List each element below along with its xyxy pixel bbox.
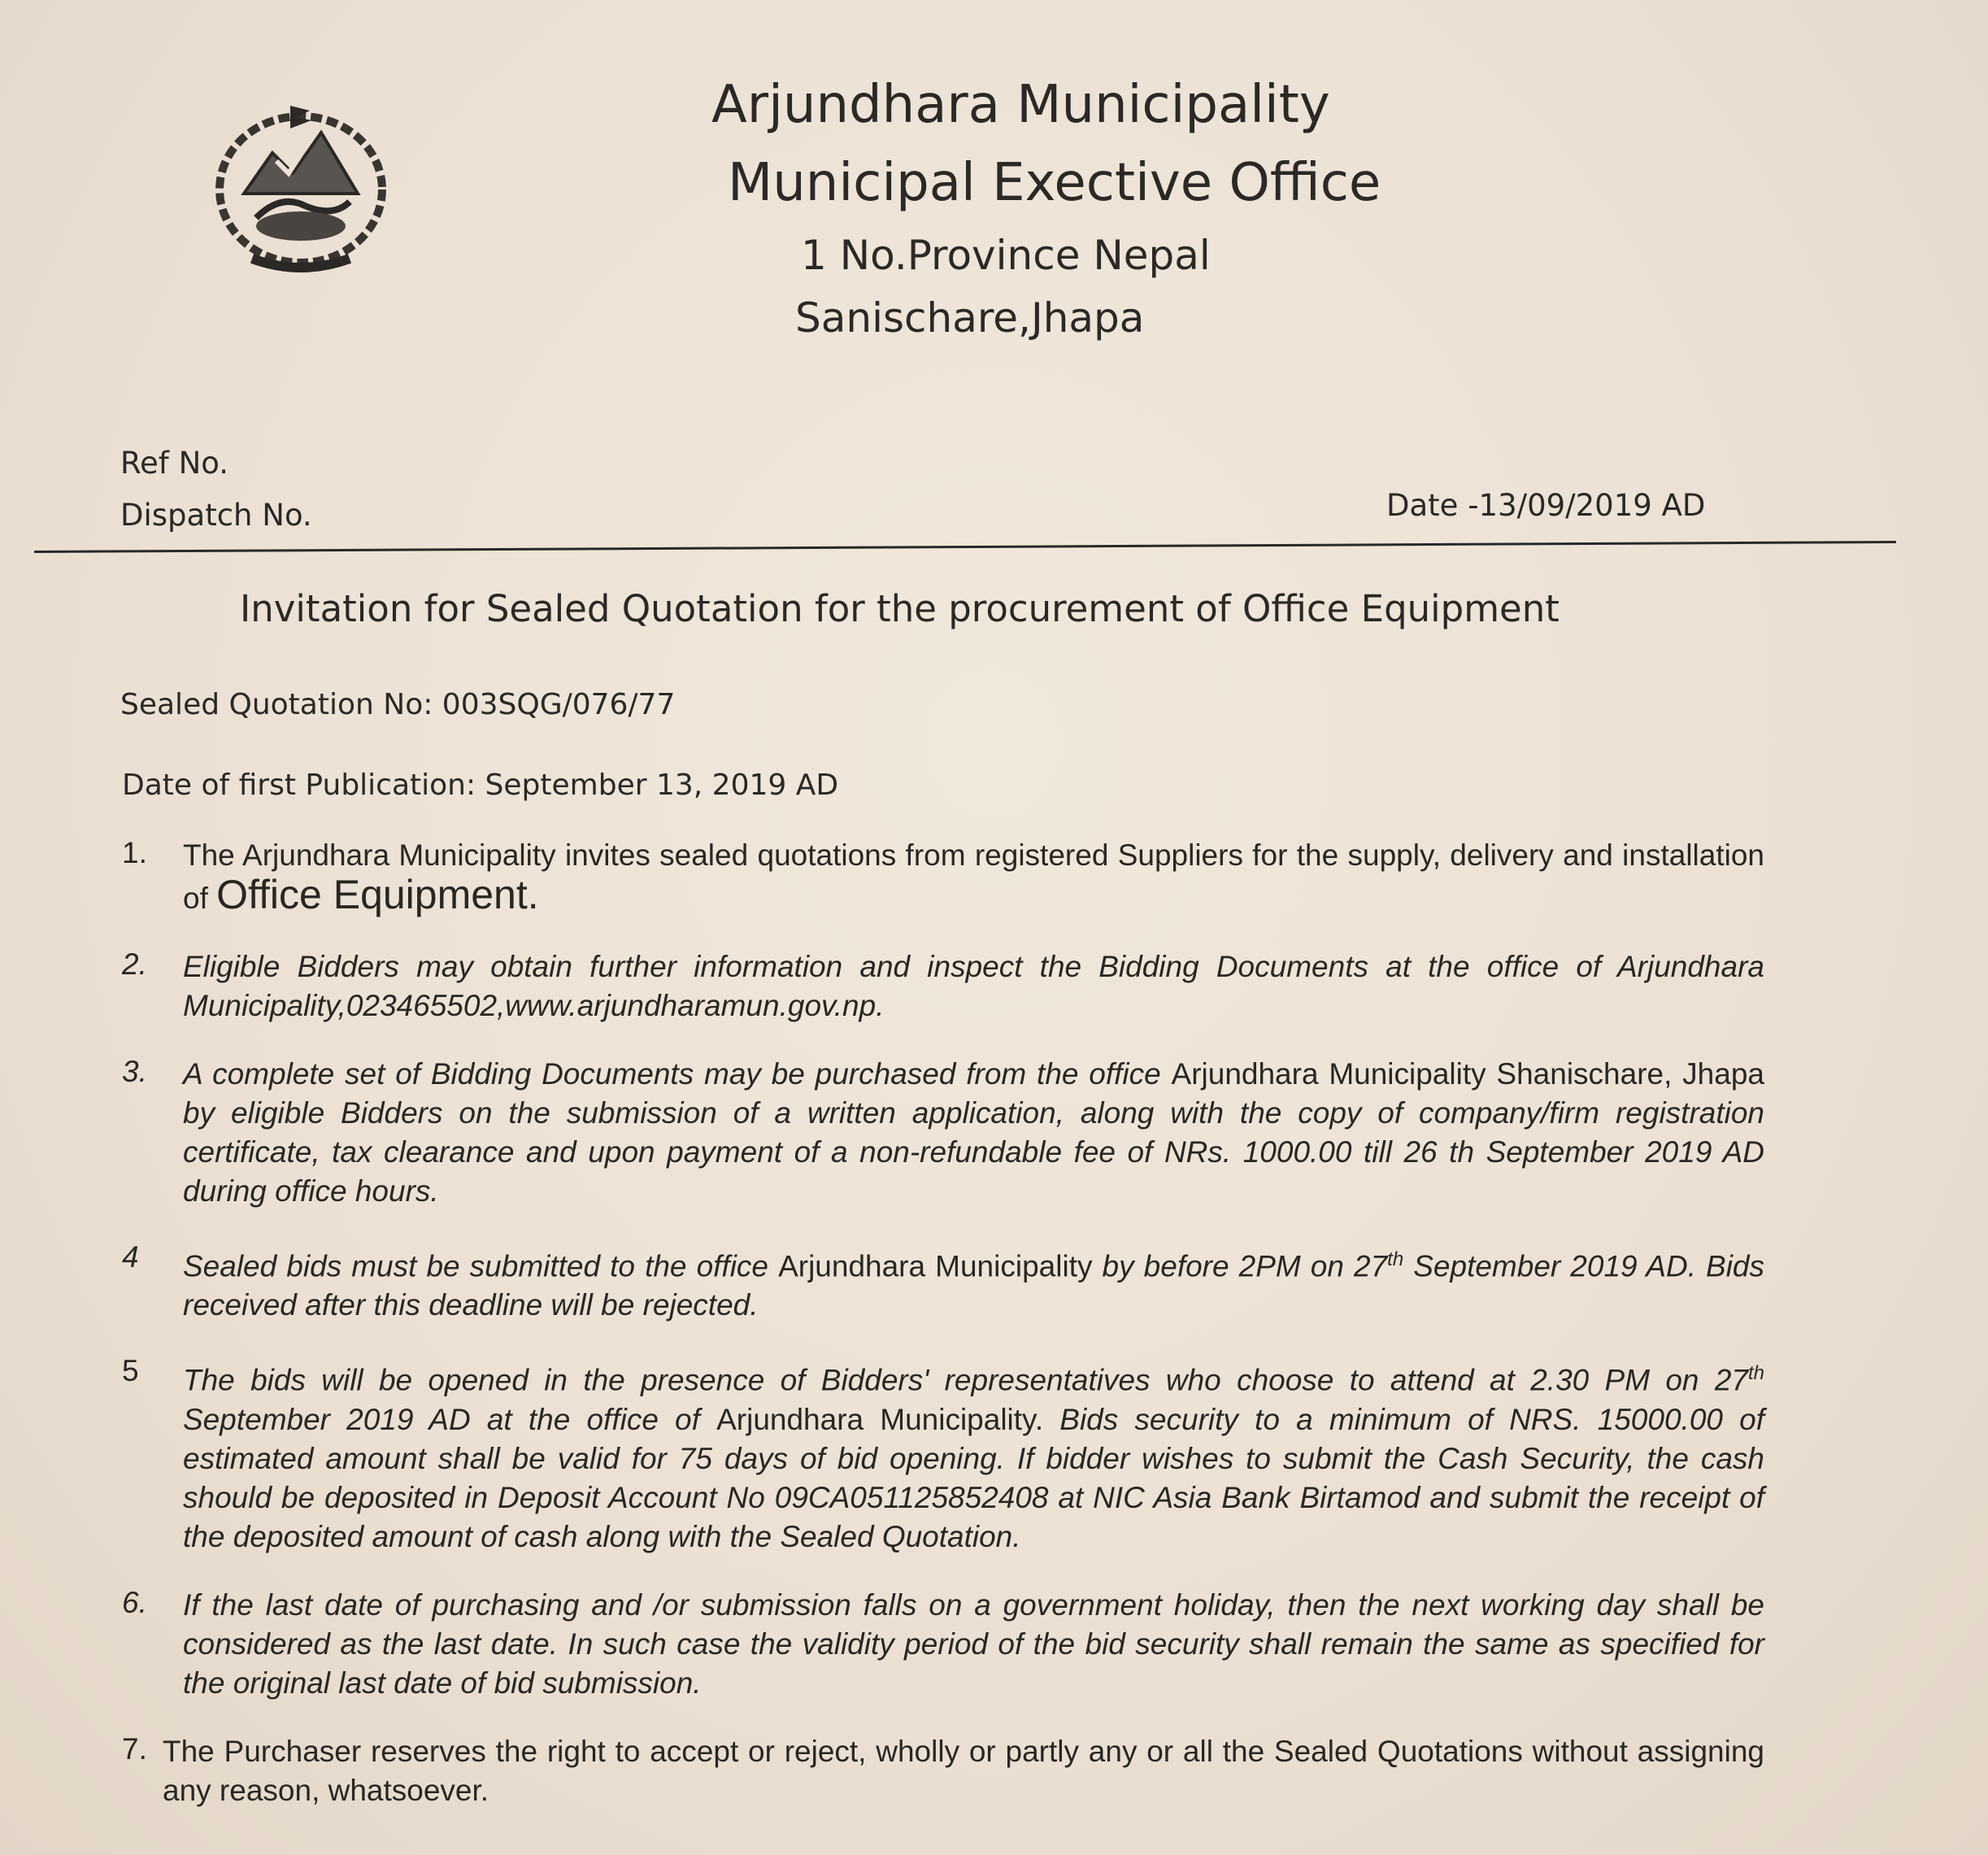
item-text-part: The bids will be opened in the presence of Bidders' representatives who choose to attend at 2.30 PM on 27: [183, 1363, 1748, 1397]
item-text-part: September 2019 AD at the office of: [183, 1402, 717, 1436]
item-number: 7.: [122, 1731, 147, 1766]
office-name: Municipal Exective Office: [728, 153, 1381, 213]
list-item: [122, 1240, 1764, 1325]
dispatch-no-label: Dispatch No.: [120, 498, 312, 533]
location: Sanischare,Jhapa: [795, 294, 1145, 342]
list-item: [122, 1586, 1764, 1703]
header-divider: [34, 541, 1896, 553]
notice-items: [122, 836, 1764, 1840]
item-superscript: th: [1747, 1362, 1764, 1385]
item-text-part: Bids security to a minimum of NRS. 15000.00 of estimated amount shall be valid for 75 days of bid opening. If bidder wishes to submit the Cash Security, the cash should be deposited in Deposit Account No 09CA051125852408 at NIC Asia Bank Birtamod and submit the receipt of the deposited amount of cash along with the Sealed Quotation.: [183, 1402, 1765, 1553]
item-text: The Purchaser reserves the right to accept or reject, wholly or partly any or all the Sealed Quotations without assigning any reason, whatsoever.: [163, 1734, 1764, 1807]
province: 1 No.Province Nepal: [801, 232, 1211, 279]
item-text: If the last date of purchasing and /or submission falls on a government holiday, then the next working day shall be considered as the last date. In such case the validity period of the bid security shall remain the same as specified for the original last date of bid submission.: [183, 1587, 1764, 1700]
org-name: Arjundhara Municipality: [711, 75, 1330, 135]
item-text-emphasis: Office Equipment.: [216, 872, 539, 917]
item-number: 3.: [122, 1055, 147, 1088]
item-text: [183, 1055, 1764, 1211]
item-text-part: Arjundhara Municipality Shanischare, Jhapa: [1171, 1057, 1764, 1091]
item-text-part: Arjundhara Municipality.: [716, 1402, 1044, 1436]
nepal-emblem-icon: [199, 96, 402, 279]
item-superscript: th: [1387, 1248, 1404, 1270]
item-text: [183, 836, 1764, 918]
item-number: 1.: [122, 836, 147, 869]
sealed-quotation-no: Sealed Quotation No: 003SQG/076/77: [120, 688, 676, 721]
item-text-part: September 2019 AD. Bids received after this deadline will be rejected.: [183, 1249, 1765, 1322]
document-subject: Invitation for Sealed Quotation for the procurement of Office Equipment: [240, 587, 1560, 630]
list-item: [122, 1354, 1764, 1556]
item-text-part: Sealed bids must be submitted to the office: [183, 1249, 779, 1283]
item-text: [183, 1240, 1764, 1325]
item-text: [183, 1354, 1764, 1556]
first-publication-date: Date of first Publication: September 13, 2019 AD: [122, 769, 839, 802]
item-text-part: by before 2PM on 27: [1092, 1249, 1388, 1283]
item-number: 2.: [122, 947, 147, 981]
item-text: Eligible Bidders may obtain further information and inspect the Bidding Documents at the office of Arjundhara Municipality,023465502,www.arjundharamun.gov.np.: [183, 950, 1764, 1022]
list-item: [122, 1732, 1764, 1810]
ref-no-label: Ref No.: [120, 446, 229, 481]
document-date: Date -13/09/2019 AD: [1386, 488, 1706, 523]
item-text-part: The Arjundhara Municipality invites sealed quotations from registered Suppliers for the supply, delivery and installation of: [183, 838, 1764, 915]
list-item: [122, 947, 1764, 1025]
item-text-part: Arjundhara Municipality: [778, 1249, 1093, 1283]
item-text-part: by eligible Bidders on the submission of a written application, along with the copy of company/firm registration certificate, tax clearance and upon payment of a non-refundable fee of NRs. 1000.00 till 26 th September 2019 AD during office hours.: [183, 1096, 1764, 1208]
item-number: 4: [122, 1240, 139, 1274]
item-number: 6.: [122, 1585, 147, 1619]
item-number: 5: [122, 1354, 139, 1388]
list-item: [122, 1055, 1764, 1211]
item-text-part: A complete set of Bidding Documents may be purchased from the office: [183, 1057, 1172, 1091]
list-item: [122, 836, 1764, 918]
